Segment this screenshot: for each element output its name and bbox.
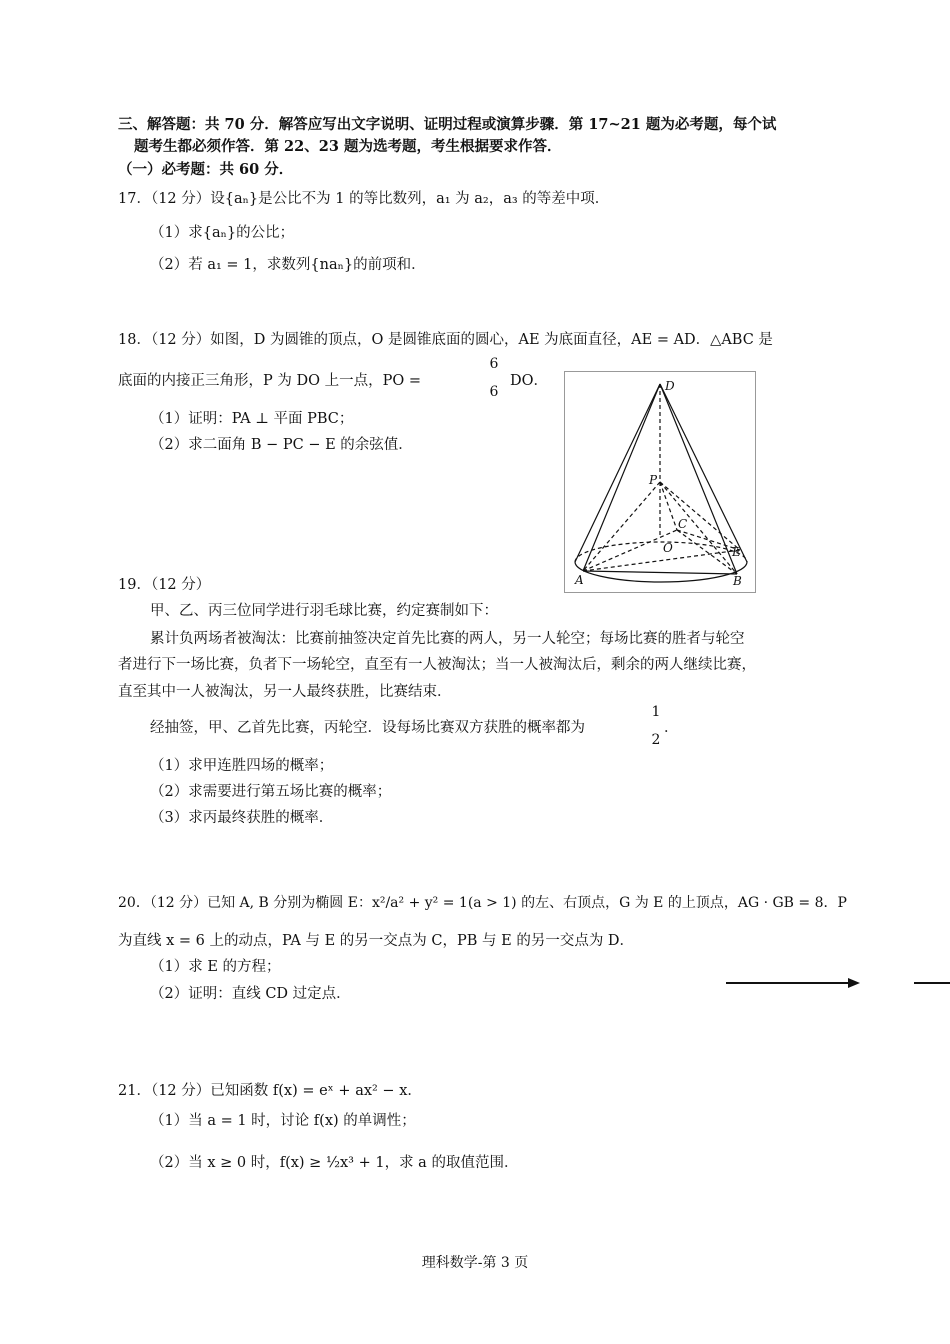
- q17-part2: （2）若 a₁ = 1，求数列{naₙ}的前项和．: [150, 257, 426, 273]
- q18-part2: （2）求二面角 B − PC − E 的余弦值．: [150, 437, 413, 453]
- q19-line3: 者进行下一场比赛，负者下一场轮空，直至有一人被淘汰；当一人被淘汰后，剩余的两人继续比赛，: [118, 657, 756, 673]
- q17-stem: 17．（12 分）设{aₙ}是公比不为 1 的等比数列，a₁ 为 a₂，a₃ 的等差中项．: [118, 191, 610, 207]
- q17-part1: （1）求{aₙ}的公比；: [150, 225, 295, 241]
- q20-stem-line2: 为直线 x = 6 上的动点，PA 与 E 的另一交点为 C，PB 与 E 的另一交点为 D．: [118, 933, 635, 949]
- q19-line2: 累计负两场者被淘汰：比赛前抽签决定首先比赛的两人，另一人轮空；每场比赛的胜者与轮空: [150, 631, 745, 647]
- q19-line1: 甲、乙、丙三位同学进行羽毛球比赛，约定赛制如下：: [150, 603, 498, 619]
- page-footer: 理科数学-第 3 页: [421, 1255, 529, 1271]
- q19-frac-num: 1: [651, 704, 661, 720]
- q21-part2: （2）当 x ≥ 0 时，f(x) ≥ ½x³ + 1，求 a 的取值范围．: [150, 1155, 519, 1171]
- q18-stem-line1: 18．（12 分）如图，D 为圆锥的顶点，O 是圆锥底面的圆心，AE 为底面直径，AE = AD．△ABC 是: [118, 332, 773, 348]
- q19-part3: （3）求丙最终获胜的概率．: [150, 810, 334, 826]
- vector-bar-decoration: [914, 982, 950, 984]
- q19-line5-end: ．: [664, 720, 679, 736]
- q19-frac-den: 2: [651, 732, 661, 748]
- q18-part1: （1）证明：PA ⊥ 平面 PBC；: [150, 411, 354, 427]
- label-B: B: [733, 574, 742, 588]
- q18-stem-line2-end: DO．: [510, 373, 549, 389]
- label-A: A: [575, 573, 584, 587]
- label-C: C: [678, 517, 688, 531]
- section-heading: 三、解答题：共 70 分．解答应写出文字说明、证明过程或演算步骤．第 17~21 题为必考题，每个试: [118, 116, 777, 133]
- q21-stem: 21．（12 分）已知函数 f(x) = eˣ + ax² − x．: [118, 1083, 422, 1099]
- q19-title: 19．（12 分）: [118, 577, 211, 593]
- q20-stem-line1: 20．（12 分）已知 A, B 分别为椭圆 E：x²/a² + y² = 1(a > 1) 的左、右顶点，G 为 E 的上顶点，AG · GB = 8．P: [118, 895, 847, 911]
- label-E: E: [732, 545, 741, 559]
- arrow-icon: [726, 976, 862, 990]
- q19-line5: 经抽签，甲、乙首先比赛，丙轮空．设每场比赛双方获胜的概率都为: [150, 720, 585, 736]
- q20-part2: （2）证明：直线 CD 过定点．: [150, 986, 351, 1002]
- q19-line4: 直至其中一人被淘汰，另一人最终获胜，比赛结束．: [118, 684, 452, 700]
- cone-diagram: [565, 372, 755, 592]
- q18-stem-line2: 底面的内接正三角形，P 为 DO 上一点，PO =: [118, 373, 421, 389]
- q20-part1: （1）求 E 的方程；: [150, 959, 281, 975]
- q18-frac-num: 6: [489, 356, 499, 372]
- label-D: D: [665, 379, 675, 393]
- label-P: P: [649, 473, 658, 487]
- label-O: O: [663, 541, 673, 555]
- cone-figure: [564, 371, 756, 593]
- required-heading: （一）必考题：共 60 分．: [118, 161, 294, 178]
- q19-part1: （1）求甲连胜四场的概率；: [150, 758, 334, 774]
- section-heading-cont: 题考生都必须作答．第 22、23 题为选考题，考生根据要求作答．: [134, 138, 562, 155]
- q21-part1: （1）当 a = 1 时，讨论 f(x) 的单调性；: [150, 1113, 416, 1129]
- q19-part2: （2）求需要进行第五场比赛的概率；: [150, 784, 392, 800]
- q18-frac-den: 6: [489, 384, 499, 400]
